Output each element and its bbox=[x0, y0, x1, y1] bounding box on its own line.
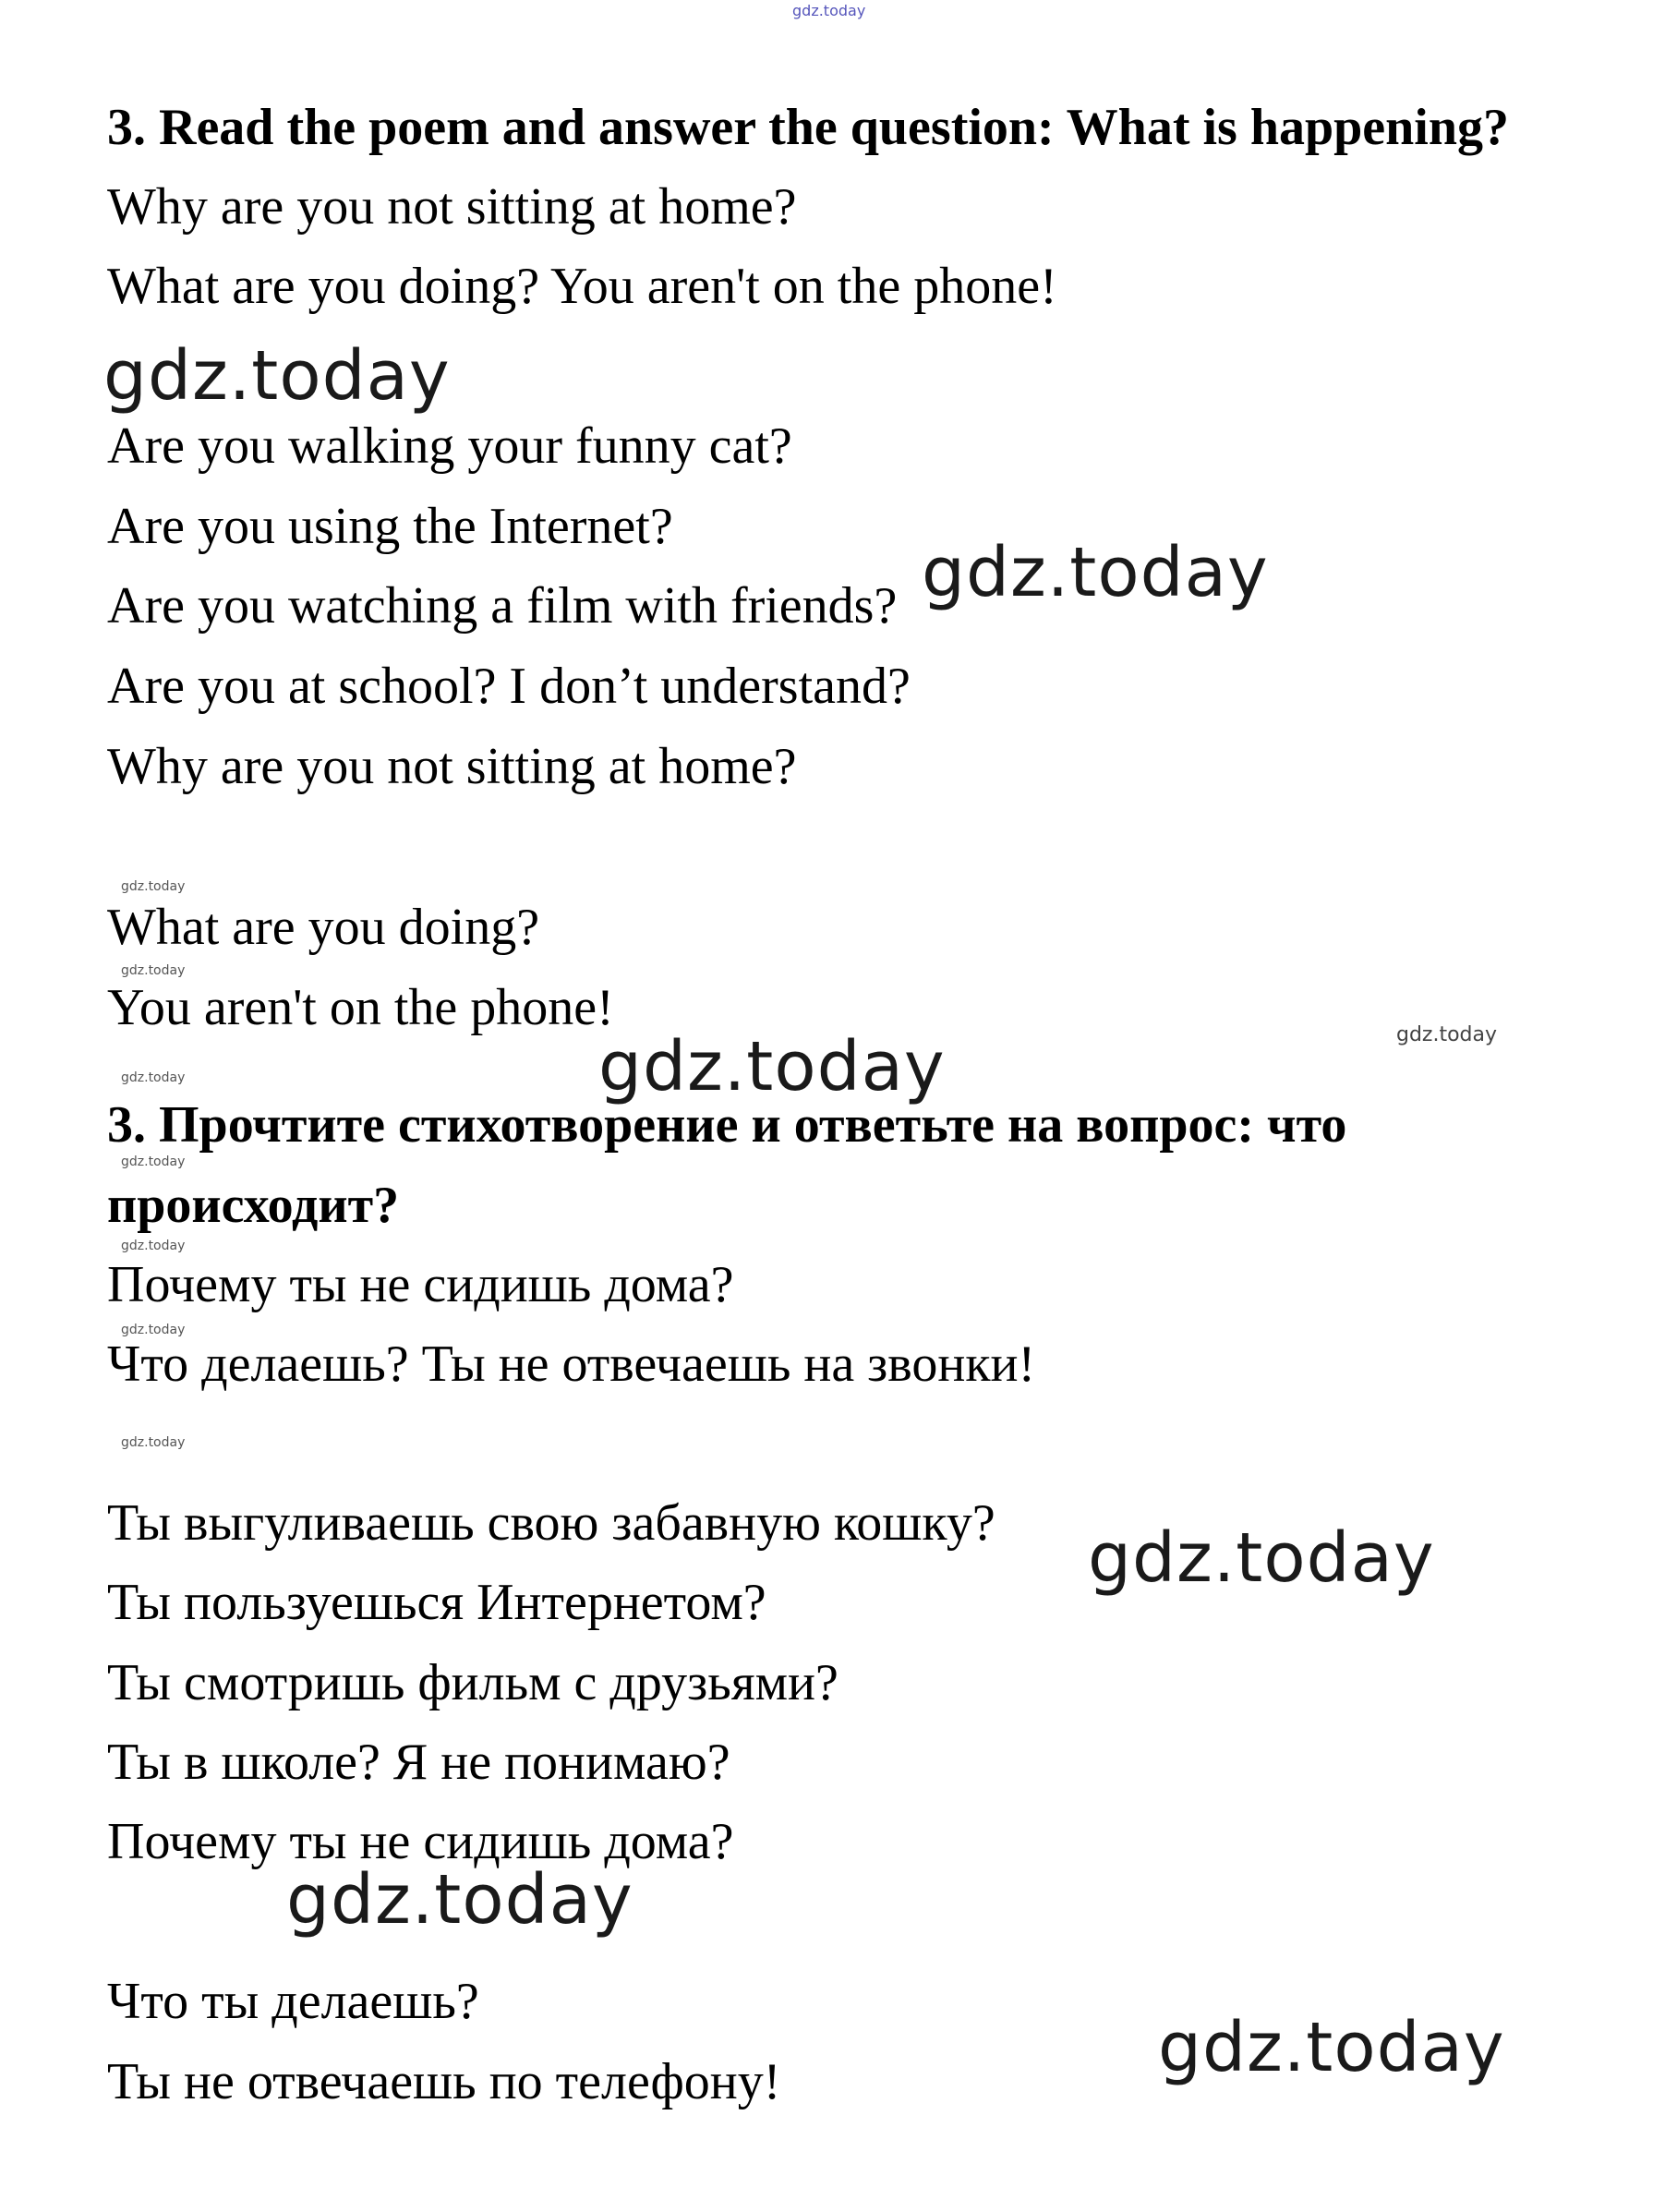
russian-line-3: Ты выгуливаешь свою забавную кошку? bbox=[107, 1494, 995, 1552]
russian-line-2: Что делаешь? Ты не отвечаешь на звонки! bbox=[107, 1336, 1036, 1393]
watermark-large: gdz.today bbox=[598, 1027, 946, 1106]
english-line-1: Why are you not sitting at home? bbox=[107, 178, 797, 236]
russian-line-9: Ты не отвечаешь по телефону! bbox=[107, 2053, 781, 2110]
watermark-small: gdz.today bbox=[121, 1239, 186, 1253]
watermark-small: gdz.today bbox=[121, 1323, 186, 1337]
russian-line-7: Почему ты не сидишь дома? bbox=[107, 1813, 734, 1870]
russian-heading-line-2: происходит? bbox=[107, 1177, 400, 1234]
english-line-3: Are you walking your funny cat? bbox=[107, 417, 792, 475]
english-line-4: Are you using the Internet? bbox=[107, 498, 673, 555]
watermark-small: gdz.today bbox=[121, 1154, 186, 1169]
russian-line-4: Ты пользуешься Интернетом? bbox=[107, 1574, 766, 1631]
english-line-8: What are you doing? bbox=[107, 899, 540, 956]
english-heading: 3. Read the poem and answer the question: What is happening? bbox=[107, 99, 1509, 156]
english-line-2: What are you doing? You aren't on the phone! bbox=[107, 258, 1057, 315]
watermark-small: gdz.today bbox=[121, 879, 186, 894]
russian-heading-line-1: 3. Прочтите стихотворение и ответьте на вопрос: что bbox=[107, 1096, 1347, 1154]
english-line-7: Why are you not sitting at home? bbox=[107, 738, 797, 795]
russian-line-1: Почему ты не сидишь дома? bbox=[107, 1256, 734, 1313]
watermark-small: gdz.today bbox=[121, 1435, 186, 1450]
watermark-large: gdz.today bbox=[1158, 2008, 1505, 2087]
russian-line-6: Ты в школе? Я не понимаю? bbox=[107, 1734, 730, 1791]
russian-line-5: Ты смотришь фильм с друзьями? bbox=[107, 1654, 838, 1711]
watermark-top: gdz.today bbox=[792, 2, 866, 19]
watermark-medium: gdz.today bbox=[1396, 1023, 1498, 1046]
russian-line-8: Что ты делаешь? bbox=[107, 1973, 479, 2030]
watermark-large: gdz.today bbox=[286, 1860, 633, 1940]
english-line-5: Are you watching a film with friends? bbox=[107, 577, 898, 635]
watermark-small: gdz.today bbox=[121, 963, 186, 978]
english-line-9: You aren't on the phone! bbox=[107, 979, 614, 1036]
watermark-small: gdz.today bbox=[121, 1070, 186, 1085]
watermark-large: gdz.today bbox=[922, 533, 1269, 612]
english-line-6: Are you at school? I don’t understand? bbox=[107, 658, 911, 715]
watermark-large: gdz.today bbox=[1088, 1518, 1435, 1598]
watermark-large: gdz.today bbox=[103, 336, 451, 416]
